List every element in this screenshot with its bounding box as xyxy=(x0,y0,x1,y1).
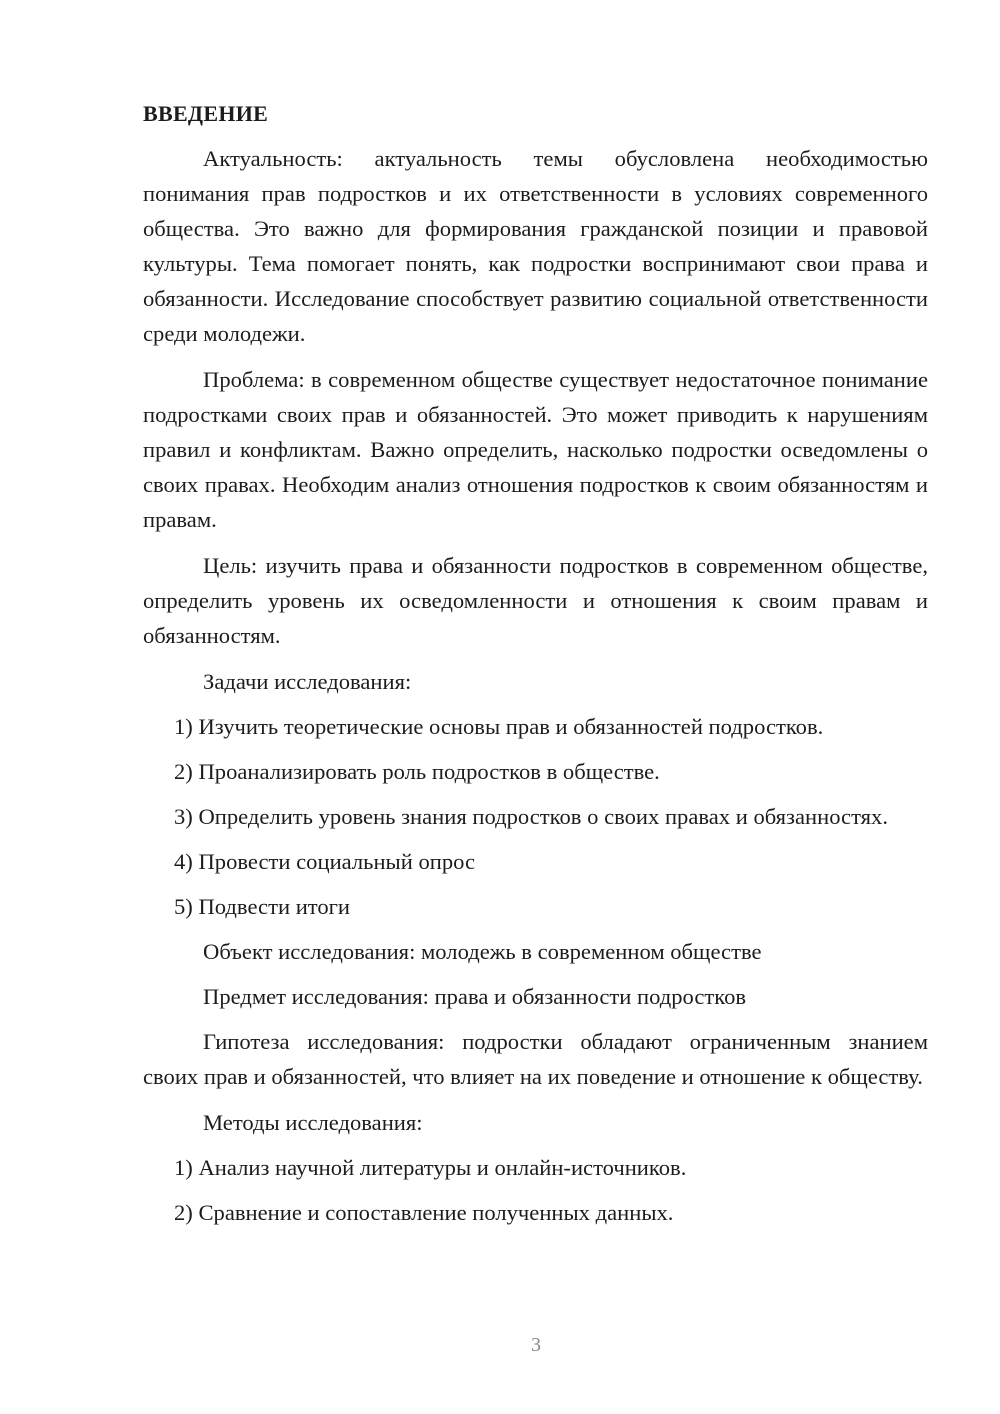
relevance-paragraph: Актуальность: актуальность темы обусловлена необходимостью понимания прав подростков и их ответственности в условиях современного общества. Это важно для формирования гражданской позиции и правовой культуры. Тема помогает понять, как подростки воспринимают свои права и обязанности. Исследование способствует развитию социальной ответственности среди молодежи. xyxy=(143,146,928,346)
task-item-2: 2) Проанализировать роль подростков в обществе. xyxy=(174,759,660,784)
page-number: 3 xyxy=(531,1334,541,1356)
research-object: Объект исследования: молодежь в современном обществе xyxy=(203,939,762,964)
research-subject: Предмет исследования: права и обязанности подростков xyxy=(203,984,747,1009)
task-item-5: 5) Подвести итоги xyxy=(174,894,351,919)
method-item-2: 2) Сравнение и сопоставление полученных данных. xyxy=(174,1200,674,1225)
problem-paragraph: Проблема: в современном обществе существует недостаточное понимание подростками своих прав и обязанностей. Это может приводить к нарушениям правил и конфликтам. Важно определить, насколько подростки осведомлены о своих правах. Необходим анализ отношения подростков к своим обязанностям и правам. xyxy=(143,367,928,532)
goal-paragraph: Цель: изучить права и обязанности подростков в современном обществе, определить уровень их осведомленности и отношения к своим правам и обязанностям. xyxy=(143,553,928,648)
task-item-4: 4) Провести социальный опрос xyxy=(174,849,476,874)
hypothesis-paragraph: Гипотеза исследования: подростки обладают ограниченным знанием своих прав и обязанностей, что влияет на их поведение и отношение к обществу. xyxy=(143,1029,928,1089)
page-title: ВВЕДЕНИЕ xyxy=(143,101,269,126)
tasks-heading: Задачи исследования: xyxy=(203,669,412,694)
methods-heading: Методы исследования: xyxy=(203,1110,423,1135)
task-item-3: 3) Определить уровень знания подростков о своих правах и обязанностях. xyxy=(174,804,888,829)
page-content xyxy=(143,96,928,1240)
task-item-1: 1) Изучить теоретические основы прав и обязанностей подростков. xyxy=(174,714,824,739)
method-item-1: 1) Анализ научной литературы и онлайн-источников. xyxy=(174,1155,687,1180)
